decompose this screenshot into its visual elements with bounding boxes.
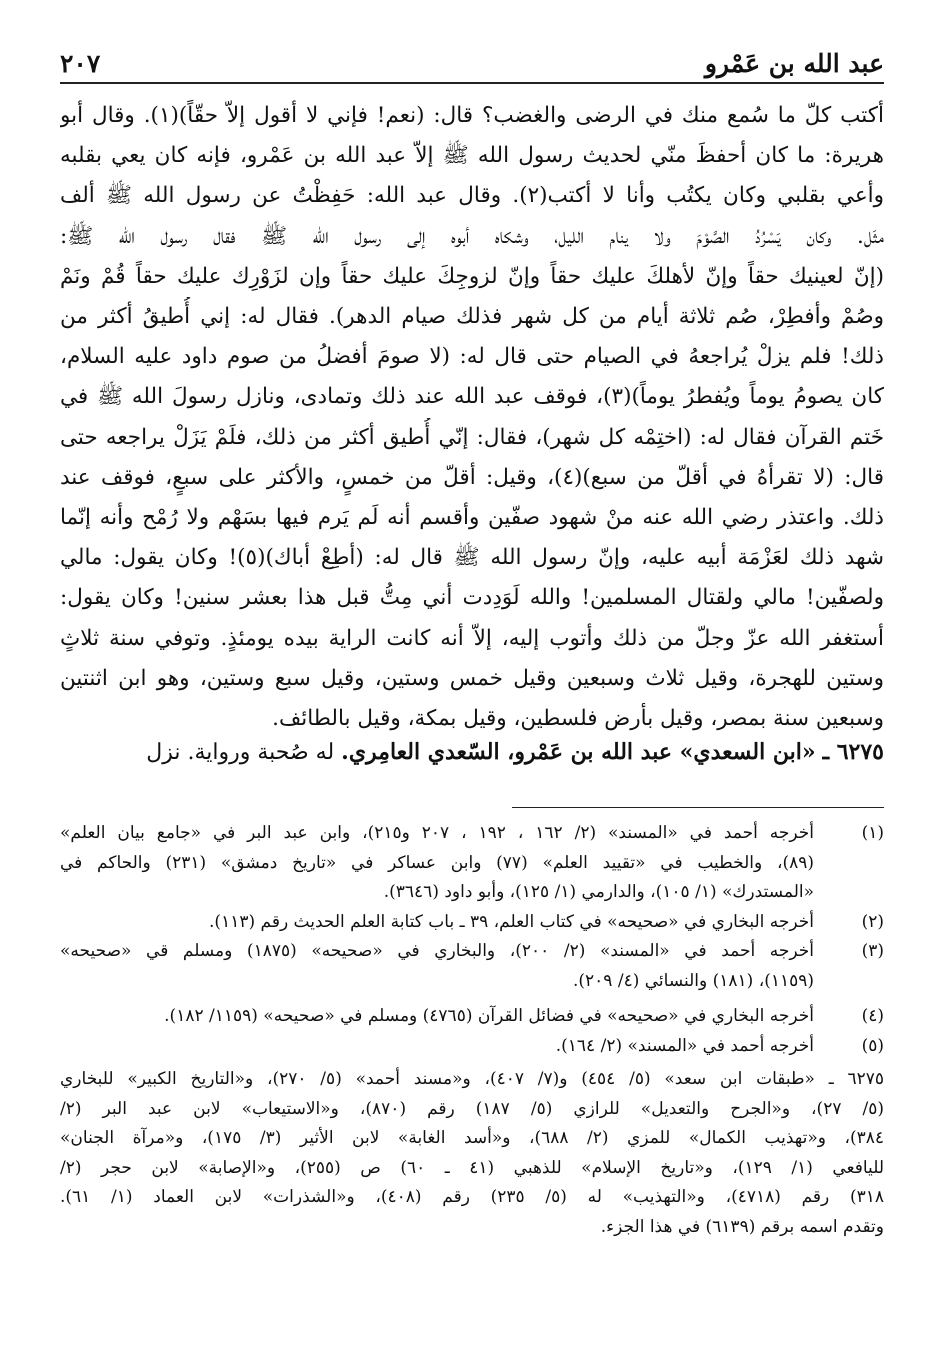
footnote-line: أخرجه أحمد في «المسند» (٢/ ٢٠٠)، والبخاري في «صحيحه» (١٨٧٥) ومسلم قي «صحيحه» xyxy=(60,941,814,961)
footnote-line: (٨٩)، والخطيب في «تقييد العلم» (٧٧) وابن عساكر في «تاريخ دمشق» (٢٣١) والحاكم في xyxy=(60,852,814,873)
footnotes-block xyxy=(60,819,884,1242)
bio-note-line: (٥/ ٢٧)، و«الجرح والتعديل» للرازي (٥/ ١٨٧) رقم (٨٧٠)، و«الاستيعاب» لابن عبد البر (٢/ xyxy=(60,1098,884,1119)
text-line: وسبعين سنة بمصر، وقيل بأرض فلسطين، وقيل بمكة، وقيل بالطائف. xyxy=(272,706,884,732)
bio-note-line: ٣١٨) رقم (٤٧١٨)، و«التهذيب» له (٥/ ٢٣٥) رقم (٤٠٨)، و«الشذرات» لابن العماد (١/ ٦١). xyxy=(60,1187,884,1207)
footnote-body xyxy=(60,908,814,938)
footnote-number: (٥) xyxy=(861,1035,884,1056)
footnote xyxy=(60,908,884,938)
footnote-separator xyxy=(512,807,884,808)
text-line: وأعي بقلبي وكان يكتُب وأنا لا أكتب(٢). وقال عبد الله: حَفِظْتُ عن رسول الله ﷺ ألف xyxy=(60,183,884,209)
text-line: قال: (لا تقرأهُ في أقلّ من سبع)(٤)، وقيل: أقلّ من خمسٍ، والأكثر على سبعٍ، فوقف عند xyxy=(60,464,884,490)
text-line: شهد ذلك لعَزْمَة أبيه عليه، وإنّ رسول الله ﷺ قال له: (أطِعْ أباك)(٥)! وكان يقول: مالي xyxy=(60,545,884,571)
footnote-body xyxy=(60,937,814,996)
bio-note-line: ٦٢٧٥ ـ «طبقات ابن سعد» (٥/ ٤٥٤) و(٧/ ٤٠٧)، و«مسند أحمد» (٥/ ٢٧٠)، و«التاريخ الكبير» للبخاري xyxy=(60,1069,884,1089)
text-line: أستغفر الله عزّ وجلّ من ذلك وأتوب إليه، إلاّ أنه كانت الراية بيده يومئذٍ. وتوفي سنة ثلاثٍ xyxy=(60,625,884,651)
text-line: (إنّ لعينيك حقاً وإنّ لأهلكَ عليك حقاً وإنّ لزوجِكَ عليك حقاً وإن لزَوْرِك عليك حقاً قُمْ ونَمْ xyxy=(60,263,884,289)
entry-heading xyxy=(60,732,884,773)
main-text-block xyxy=(60,96,884,739)
footnote-line: (١١٥٩)، (١٨١) والنسائي (٤/ ٢٠٩). xyxy=(572,970,814,991)
footnote xyxy=(60,1002,884,1032)
footnote-number: (٤) xyxy=(861,1006,884,1026)
text-line: أكتب كلّ ما سُمع منك في الرضى والغضب؟ قال: (نعم! فإني لا أقول إلاّ حقّاً)(١). وقال أبو xyxy=(60,103,884,128)
text-line: ولصفّين! مالي ولقتال المسلمين! والله لَوَدِدت أني مِتُّ قبل هذا بعشر سنين! وكان يقول: xyxy=(60,585,884,611)
running-title: عبد الله بن عَمْرو xyxy=(704,49,884,78)
footnote-number: (١) xyxy=(861,823,884,843)
entry-number: ٦٢٧٥ ـ xyxy=(822,739,884,765)
entry-name: «ابن السعدي» عبد الله بن عَمْرو، السّعدي العامِري. xyxy=(341,739,816,765)
text-line: وصُمْ وأفطِرْ، صُم ثلاثة أيام من كل شهر فذلك صيام الدهر). فقال له: إني أُطيقُ أكثر من xyxy=(60,304,884,330)
entry-text: له صُحبة ورواية. نزل xyxy=(146,740,335,765)
text-line: خَتم القرآن فقال له: (اختِمْه كل شهر)، فقال: إنّي أُطيق أكثر من ذلك، فلَمْ يَزَلْ يراجعه حتى xyxy=(60,424,884,450)
footnote-line: أخرجه البخاري في «صحيحه» في فضائل القرآن (٤٧٦٥) ومسلم في «صحيحه» (١١٥٩/ ١٨٢). xyxy=(164,1006,814,1026)
header-rule xyxy=(60,82,884,84)
footnote xyxy=(60,937,884,996)
text-line: كان يصومُ يوماً ويُفطرُ يوماً)(٣)، فوقف عبد الله عند ذلك وتمادى، ونازل رسولَ الله ﷺ في xyxy=(60,384,884,410)
text-line: مثَل. وكان يَسْرُدُ الصَّوْمَ ولا ينام الليل، وشكاه أبوه إلى رسول الله ﷺ فقال رسول الله ﷺ: xyxy=(60,223,884,249)
footnote-number: (٣) xyxy=(861,941,884,961)
footnote xyxy=(60,1032,884,1062)
text-line: وستين للهجرة، وقيل ثلاث وسبعين وقيل خمس وستين، وقيل سبع وستين، وهو ابن اثنتين xyxy=(60,665,884,691)
biography-sources-note xyxy=(60,1065,884,1242)
text-line: ذلك. واعتذر رضي الله عنه منْ شهود صفّين وأقسم أنه لَم يَرم فيها بسَهْم ولا رُمْح وأنه إنّما xyxy=(60,505,884,531)
footnote-line: أخرجه أحمد في «المسند» (٢/ ١٦٤). xyxy=(555,1035,814,1056)
footnote-number: (٢) xyxy=(861,911,884,932)
footnote-body xyxy=(60,1032,814,1062)
footnote xyxy=(60,819,884,908)
text-line: هريرة: ما كان أحفظَ منّي لحديث رسول الله ﷺ إلاّ عبد الله بن عَمْرو، فإنه كان يعي بقلبه xyxy=(60,143,884,169)
footnote-body xyxy=(60,1002,814,1032)
bio-note-line: ٣٨٤)، و«تهذيب الكمال» للمزي (٢/ ٦٨٨)، و«أسد الغابة» لابن الأثير (٣/ ١٧٥)، و«مرآة الجنان» xyxy=(60,1128,884,1148)
bio-note-line: وتقدم اسمه برقم (٦١٣٩) في هذا الجزء. xyxy=(600,1216,884,1237)
footnote-body xyxy=(60,819,814,908)
page-header xyxy=(60,28,884,78)
footnote-line: «المستدرك» (١/ ١٠٥)، والدارمي (١/ ١٢٥)، وأبو داود (٣٦٤٦). xyxy=(383,882,814,902)
bio-note-line: لليافعي (١/ ١٢٩)، و«تاريخ الإسلام» للذهبي (٤١ ـ ٦٠) ص (٢٥٥)، و«الإصابة» لابن حجر (٢/ xyxy=(60,1157,884,1178)
page-number: ٢٠٧ xyxy=(60,49,101,78)
text-line: ذلك! فلم يزلْ يُراجعهُ في الصيام حتى قال له: (لا صومَ أفضلُ من صوم داود عليه السلام، xyxy=(60,344,884,370)
footnote-line: أخرجه أحمد في «المسند» (٢/ ١٦٢ ، ١٩٢ ، ٢٠٧ و٢١٥)، وابن عبد البر في «جامع بيان العلم» xyxy=(60,823,814,843)
footnote-line: أخرجه البخاري في «صحيحه» في كتاب العلم، ٣٩ ـ باب كتابة العلم الحديث رقم (١١٣). xyxy=(209,911,814,932)
